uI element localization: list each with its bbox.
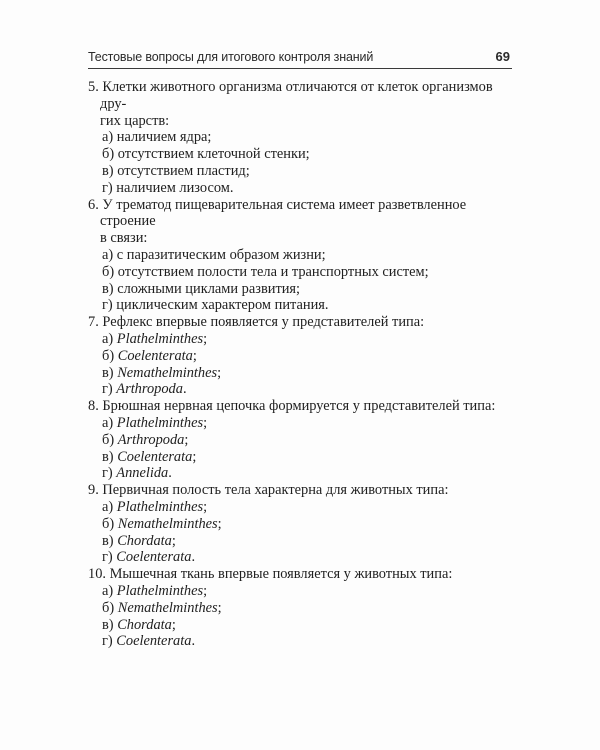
answer-options <box>88 499 512 566</box>
option-letter: б) <box>102 515 118 532</box>
answer-options <box>88 415 512 482</box>
option-text: сложными циклами развития; <box>117 280 301 297</box>
option-letter: в) <box>102 448 118 465</box>
option-punctuation: ; <box>203 582 208 599</box>
answer-option-a <box>102 415 512 432</box>
question-text-line1: Брюшная нервная цепочка формируется у представителей типа: <box>102 398 496 415</box>
option-text: отсутствием клеточной стенки; <box>117 146 310 163</box>
answer-option-g <box>102 180 512 197</box>
question-number: 6. <box>88 196 99 213</box>
option-punctuation: ; <box>217 364 222 381</box>
option-letter: б) <box>102 146 118 163</box>
option-punctuation: ; <box>171 616 176 633</box>
header-title: Тестовые вопросы для итогового контроля знаний <box>88 50 374 64</box>
answer-option-g <box>102 549 512 566</box>
option-punctuation: ; <box>171 532 176 549</box>
answer-option-g <box>102 633 512 650</box>
question-6 <box>88 197 512 315</box>
option-text: наличием лизосом. <box>116 179 234 196</box>
answer-option-b <box>102 516 512 533</box>
question-5 <box>88 79 512 197</box>
option-punctuation: . <box>191 549 196 566</box>
answer-option-g <box>102 297 512 314</box>
question-text-line1: Первичная полость тела характерна для животных типа: <box>102 482 449 499</box>
answer-option-b <box>102 348 512 365</box>
answer-option-b <box>102 600 512 617</box>
option-letter: в) <box>102 280 118 297</box>
answer-option-v <box>102 281 512 298</box>
question-text-line1: Мышечная ткань впервые появляется у животных типа: <box>109 566 453 583</box>
option-letter: б) <box>102 347 118 364</box>
taxon-name: Coelenterata <box>117 347 193 364</box>
answer-options <box>88 247 512 314</box>
question-text-line2: в связи: <box>100 230 148 247</box>
option-text: отсутствием пластид; <box>117 162 250 179</box>
option-letter: а) <box>102 414 117 431</box>
option-letter: г) <box>102 179 117 196</box>
taxon-name: Plathelminthes <box>116 582 204 599</box>
option-punctuation: ; <box>184 431 189 448</box>
page-number: 69 <box>495 49 510 64</box>
option-letter: б) <box>102 431 118 448</box>
option-text: отсутствием полости тела и транспортных систем; <box>117 263 429 280</box>
taxon-name: Arthropoda <box>117 431 185 448</box>
answer-option-v <box>102 449 512 466</box>
option-punctuation: ; <box>217 515 222 532</box>
answer-options <box>88 129 512 196</box>
taxon-name: Nemathelminthes <box>117 364 218 381</box>
option-letter: в) <box>102 616 118 633</box>
taxon-name: Plathelminthes <box>116 414 204 431</box>
option-punctuation: ; <box>203 498 208 515</box>
answer-option-v <box>102 163 512 180</box>
answer-option-g <box>102 465 512 482</box>
taxon-name: Arthropoda <box>116 381 183 398</box>
question-text <box>88 566 512 583</box>
option-letter: в) <box>102 532 118 549</box>
taxon-name: Annelida <box>116 465 169 482</box>
question-number: 8. <box>88 398 99 415</box>
option-letter: б) <box>102 263 118 280</box>
question-number: 7. <box>88 314 99 331</box>
taxon-name: Chordata <box>117 532 172 549</box>
option-letter: г) <box>102 297 117 314</box>
option-punctuation: ; <box>192 448 197 465</box>
option-letter: в) <box>102 162 118 179</box>
answer-option-a <box>102 583 512 600</box>
option-punctuation: ; <box>203 330 208 347</box>
option-letter: в) <box>102 364 118 381</box>
question-text-line1: Рефлекс впервые появляется у представителей типа: <box>102 314 425 331</box>
answer-option-a <box>102 499 512 516</box>
question-number: 9. <box>88 482 99 499</box>
taxon-name: Chordata <box>117 616 172 633</box>
question-8 <box>88 398 512 482</box>
taxon-name: Plathelminthes <box>116 498 204 515</box>
taxon-name: Plathelminthes <box>116 330 204 347</box>
answer-option-b <box>102 264 512 281</box>
option-letter: г) <box>102 549 117 566</box>
option-punctuation: ; <box>203 414 208 431</box>
option-letter: г) <box>102 381 117 398</box>
taxon-name: Coelenterata <box>117 448 193 465</box>
taxon-name: Coelenterata <box>116 633 192 650</box>
option-text: наличием ядра; <box>116 129 212 146</box>
question-number: 5. <box>88 79 99 95</box>
question-list <box>88 79 512 650</box>
option-punctuation: . <box>191 633 196 650</box>
option-letter: а) <box>102 582 117 599</box>
question-10 <box>88 566 512 650</box>
question-text <box>88 79 512 129</box>
option-punctuation: ; <box>192 347 197 364</box>
option-text: с паразитическим образом жизни; <box>116 246 326 263</box>
answer-options <box>88 583 512 650</box>
answer-option-v <box>102 617 512 634</box>
question-text-line1: У трематод пищеварительная система имеет разветвленное строение <box>100 196 467 230</box>
option-letter: а) <box>102 330 117 347</box>
question-number: 10. <box>88 566 106 583</box>
option-letter: а) <box>102 246 117 263</box>
answer-option-b <box>102 432 512 449</box>
answer-option-g <box>102 381 512 398</box>
option-letter: а) <box>102 498 117 515</box>
question-text-line2: гих царств: <box>100 112 170 129</box>
option-punctuation: . <box>168 465 172 482</box>
question-text <box>88 314 512 331</box>
answer-option-b <box>102 146 512 163</box>
answer-options <box>88 331 512 398</box>
option-punctuation: . <box>182 381 187 398</box>
question-9 <box>88 482 512 566</box>
option-punctuation: ; <box>217 599 222 616</box>
taxon-name: Nemathelminthes <box>117 515 218 532</box>
question-text <box>88 197 512 247</box>
answer-option-a <box>102 331 512 348</box>
option-letter: а) <box>102 129 117 146</box>
answer-option-v <box>102 533 512 550</box>
taxon-name: Nemathelminthes <box>117 599 218 616</box>
option-letter: б) <box>102 599 118 616</box>
option-letter: г) <box>102 465 117 482</box>
taxon-name: Coelenterata <box>116 549 192 566</box>
question-7 <box>88 314 512 398</box>
question-text-line1: Клетки животного организма отличаются от клеток организмов дру- <box>100 79 493 112</box>
answer-option-a <box>102 247 512 264</box>
question-text <box>88 398 512 415</box>
question-text <box>88 482 512 499</box>
option-text: циклическим характером питания. <box>116 297 329 314</box>
answer-option-a <box>102 129 512 146</box>
option-letter: г) <box>102 633 117 650</box>
answer-option-v <box>102 365 512 382</box>
running-header <box>88 46 512 69</box>
